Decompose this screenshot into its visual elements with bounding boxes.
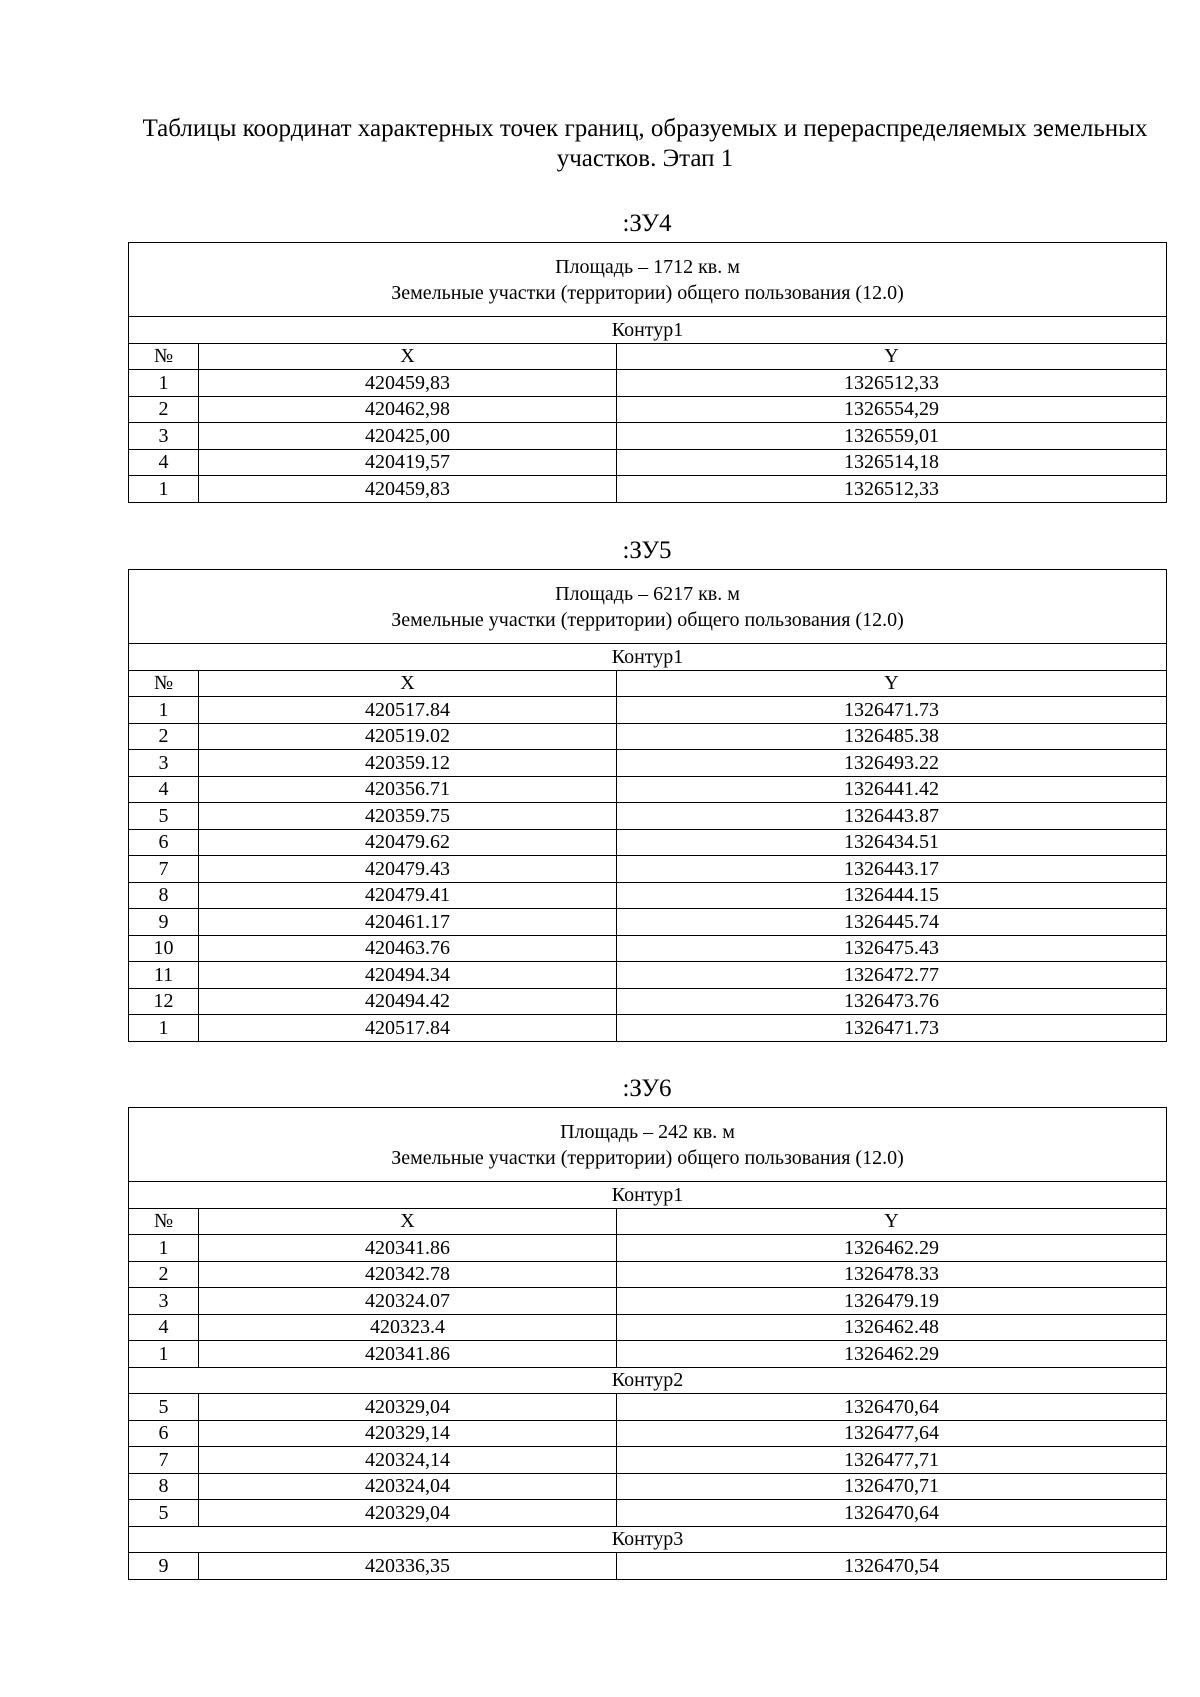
table-row: [129, 1394, 1167, 1421]
plot-name: :ЗУ6: [622, 1075, 672, 1102]
table-row: [129, 909, 1167, 936]
contour-row: [129, 1526, 1167, 1553]
column-header-row: [129, 670, 1167, 697]
y-coordinate: 1326471.73: [617, 697, 1167, 724]
y-coordinate: 1326434.51: [617, 829, 1167, 856]
y-coordinate: 1326493.22: [617, 750, 1167, 777]
y-coordinate: 1326444.15: [617, 882, 1167, 909]
table-row: [129, 803, 1167, 830]
plot-section: [128, 537, 1166, 1042]
table-row: [129, 1314, 1167, 1341]
column-header-num: №: [129, 343, 199, 370]
point-number: 12: [129, 988, 199, 1015]
table-row: [129, 829, 1167, 856]
x-coordinate: 420461.17: [199, 909, 617, 936]
plot-name: :ЗУ5: [622, 537, 672, 564]
table-row: [129, 882, 1167, 909]
x-coordinate: 420359.12: [199, 750, 617, 777]
point-number: 5: [129, 1500, 199, 1527]
x-coordinate: 420324,14: [199, 1447, 617, 1474]
point-number: 1: [129, 1235, 199, 1262]
plot-usage: Земельные участки (территории) общего пользования (12.0): [391, 281, 904, 304]
table-row: [129, 935, 1167, 962]
point-number: 9: [129, 909, 199, 936]
table-row: [129, 988, 1167, 1015]
coordinates-table: [128, 569, 1167, 1042]
table-row: [129, 1288, 1167, 1315]
x-coordinate: 420341.86: [199, 1235, 617, 1262]
point-number: 3: [129, 1288, 199, 1315]
contour-label: Контур1: [129, 1182, 1167, 1209]
y-coordinate: 1326470,54: [617, 1553, 1167, 1580]
plot-area: Площадь – 6217 кв. м: [555, 582, 740, 605]
point-number: 11: [129, 962, 199, 989]
y-coordinate: 1326470,64: [617, 1394, 1167, 1421]
column-header-x: X: [199, 670, 617, 697]
point-number: 3: [129, 750, 199, 777]
table-row: [129, 1420, 1167, 1447]
y-coordinate: 1326475.43: [617, 935, 1167, 962]
x-coordinate: 420329,04: [199, 1500, 617, 1527]
column-header-row: [129, 1208, 1167, 1235]
column-header-row: [129, 343, 1167, 370]
x-coordinate: 420479.62: [199, 829, 617, 856]
x-coordinate: 420329,04: [199, 1394, 617, 1421]
column-header-y: Y: [617, 670, 1167, 697]
plot-usage: Земельные участки (территории) общего пользования (12.0): [391, 1146, 904, 1169]
y-coordinate: 1326462.29: [617, 1341, 1167, 1368]
x-coordinate: 420419,57: [199, 449, 617, 476]
contour-row: [129, 317, 1167, 344]
table-row: [129, 1473, 1167, 1500]
x-coordinate: 420462,98: [199, 396, 617, 423]
y-coordinate: 1326485.38: [617, 723, 1167, 750]
point-number: 10: [129, 935, 199, 962]
table-row: [129, 370, 1167, 397]
y-coordinate: 1326462.48: [617, 1314, 1167, 1341]
point-number: 1: [129, 476, 199, 503]
point-number: 4: [129, 776, 199, 803]
table-row: [129, 476, 1167, 503]
x-coordinate: 420425,00: [199, 423, 617, 450]
x-coordinate: 420342.78: [199, 1261, 617, 1288]
point-number: 2: [129, 723, 199, 750]
table-row: [129, 723, 1167, 750]
table-row: [129, 962, 1167, 989]
plot-section: [128, 210, 1166, 503]
x-coordinate: 420519.02: [199, 723, 617, 750]
plot-section: [128, 1075, 1166, 1580]
table-row: [129, 750, 1167, 777]
point-number: 9: [129, 1553, 199, 1580]
x-coordinate: 420329,14: [199, 1420, 617, 1447]
document-title: Таблицы координат характерных точек границ, образуемых и перераспределяемых земельных участков. Этап 1: [142, 115, 1148, 172]
y-coordinate: 1326470,71: [617, 1473, 1167, 1500]
x-coordinate: 420341.86: [199, 1341, 617, 1368]
point-number: 6: [129, 829, 199, 856]
y-coordinate: 1326443.17: [617, 856, 1167, 883]
y-coordinate: 1326479.19: [617, 1288, 1167, 1315]
point-number: 2: [129, 1261, 199, 1288]
plot-header-row: [129, 570, 1167, 644]
column-header-num: №: [129, 1208, 199, 1235]
point-number: 5: [129, 1394, 199, 1421]
point-number: 8: [129, 1473, 199, 1500]
point-number: 4: [129, 449, 199, 476]
x-coordinate: 420356.71: [199, 776, 617, 803]
point-number: 1: [129, 370, 199, 397]
table-row: [129, 396, 1167, 423]
plot-header-row: [129, 1108, 1167, 1182]
column-header-num: №: [129, 670, 199, 697]
y-coordinate: 1326477,71: [617, 1447, 1167, 1474]
contour-label: Контур1: [129, 644, 1167, 671]
y-coordinate: 1326445.74: [617, 909, 1167, 936]
point-number: 6: [129, 1420, 199, 1447]
column-header-y: Y: [617, 343, 1167, 370]
table-row: [129, 776, 1167, 803]
contour-row: [129, 644, 1167, 671]
plot-header-cell: [129, 243, 1167, 317]
x-coordinate: 420336,35: [199, 1553, 617, 1580]
table-row: [129, 1341, 1167, 1368]
x-coordinate: 420324.07: [199, 1288, 617, 1315]
y-coordinate: 1326554,29: [617, 396, 1167, 423]
point-number: 8: [129, 882, 199, 909]
table-row: [129, 449, 1167, 476]
x-coordinate: 420459,83: [199, 370, 617, 397]
plot-area: Площадь – 242 кв. м: [560, 1120, 735, 1143]
contour-row: [129, 1182, 1167, 1209]
plot-usage: Земельные участки (территории) общего пользования (12.0): [391, 608, 904, 631]
table-row: [129, 1500, 1167, 1527]
y-coordinate: 1326477,64: [617, 1420, 1167, 1447]
x-coordinate: 420494.34: [199, 962, 617, 989]
y-coordinate: 1326462.29: [617, 1235, 1167, 1262]
contour-label: Контур2: [129, 1367, 1167, 1394]
table-row: [129, 1015, 1167, 1042]
y-coordinate: 1326472.77: [617, 962, 1167, 989]
coordinates-table: [128, 242, 1167, 503]
point-number: 2: [129, 396, 199, 423]
x-coordinate: 420463.76: [199, 935, 617, 962]
y-coordinate: 1326473.76: [617, 988, 1167, 1015]
column-header-y: Y: [617, 1208, 1167, 1235]
y-coordinate: 1326559,01: [617, 423, 1167, 450]
table-row: [129, 1235, 1167, 1262]
y-coordinate: 1326441.42: [617, 776, 1167, 803]
point-number: 1: [129, 697, 199, 724]
point-number: 7: [129, 1447, 199, 1474]
table-row: [129, 423, 1167, 450]
y-coordinate: 1326443.87: [617, 803, 1167, 830]
y-coordinate: 1326514,18: [617, 449, 1167, 476]
table-row: [129, 1261, 1167, 1288]
point-number: 4: [129, 1314, 199, 1341]
x-coordinate: 420517.84: [199, 697, 617, 724]
x-coordinate: 420479.43: [199, 856, 617, 883]
x-coordinate: 420494.42: [199, 988, 617, 1015]
y-coordinate: 1326471.73: [617, 1015, 1167, 1042]
contour-row: [129, 1367, 1167, 1394]
x-coordinate: 420459,83: [199, 476, 617, 503]
point-number: 5: [129, 803, 199, 830]
y-coordinate: 1326470,64: [617, 1500, 1167, 1527]
point-number: 3: [129, 423, 199, 450]
x-coordinate: 420359.75: [199, 803, 617, 830]
column-header-x: X: [199, 1208, 617, 1235]
y-coordinate: 1326478.33: [617, 1261, 1167, 1288]
coordinates-table: [128, 1107, 1167, 1580]
point-number: 1: [129, 1015, 199, 1042]
contour-label: Контур3: [129, 1526, 1167, 1553]
plot-area: Площадь – 1712 кв. м: [555, 255, 740, 278]
y-coordinate: 1326512,33: [617, 476, 1167, 503]
point-number: 7: [129, 856, 199, 883]
table-row: [129, 856, 1167, 883]
x-coordinate: 420479.41: [199, 882, 617, 909]
plot-header-cell: [129, 1108, 1167, 1182]
x-coordinate: 420323.4: [199, 1314, 617, 1341]
y-coordinate: 1326512,33: [617, 370, 1167, 397]
x-coordinate: 420324,04: [199, 1473, 617, 1500]
plot-header-cell: [129, 570, 1167, 644]
table-row: [129, 697, 1167, 724]
plot-header-row: [129, 243, 1167, 317]
contour-label: Контур1: [129, 317, 1167, 344]
table-row: [129, 1553, 1167, 1580]
column-header-x: X: [199, 343, 617, 370]
table-row: [129, 1447, 1167, 1474]
point-number: 1: [129, 1341, 199, 1368]
x-coordinate: 420517.84: [199, 1015, 617, 1042]
plot-name: :ЗУ4: [622, 210, 672, 237]
